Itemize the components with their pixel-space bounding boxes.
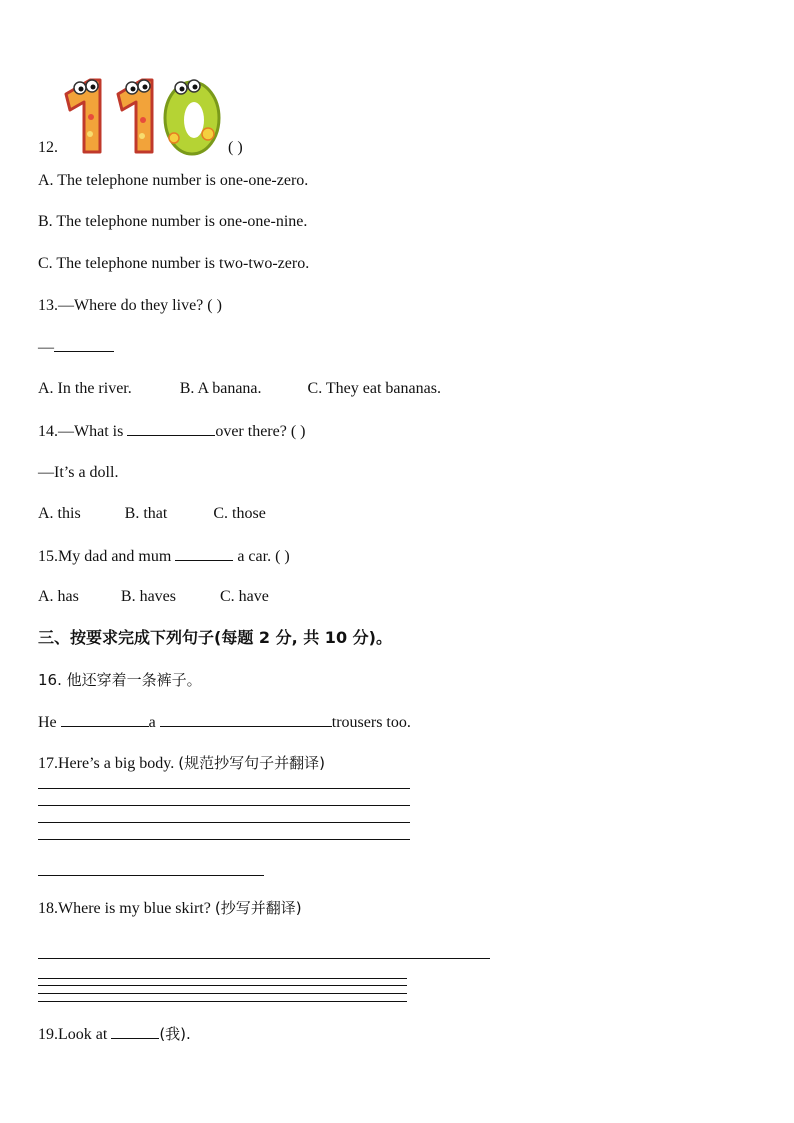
q18-writing-line[interactable] [38, 1001, 407, 1002]
q13-question [38, 296, 222, 316]
q18-translation-line[interactable] [38, 958, 490, 959]
q14-question-after: over there? [215, 423, 287, 440]
q14-question [38, 421, 306, 442]
q15-blank[interactable] [175, 546, 233, 561]
q19-blank[interactable] [111, 1024, 159, 1039]
q18-prompt-cn: (抄写并翻译) [214, 899, 302, 917]
q16-sentence [38, 712, 411, 733]
number-110-illustration [60, 72, 225, 162]
q14-blank[interactable] [127, 421, 215, 436]
q17-prompt [38, 753, 325, 774]
q16-blank-1[interactable] [61, 712, 149, 727]
q17-writing-line[interactable] [38, 822, 410, 823]
q16-word-a: a [148, 714, 156, 731]
q13-answer-dash: — [38, 339, 54, 356]
q16-word-he: He [38, 714, 57, 731]
q13-question-text: 13.—Where do they live? [38, 297, 204, 314]
q15-question [38, 546, 290, 567]
q17-translation-line[interactable] [38, 875, 264, 876]
q13-option-c[interactable]: C. They eat bananas. [307, 380, 441, 397]
q15-question-before: 15.My dad and mum [38, 548, 172, 565]
q17-writing-line[interactable] [38, 839, 410, 840]
q15-answer-paren[interactable]: ( ) [275, 548, 290, 565]
q14-question-before: 14.—What is [38, 423, 124, 440]
q14-options [38, 504, 266, 524]
q16-prompt: 16. 他还穿着一条裤子。 [38, 671, 202, 689]
q15-option-a[interactable]: A. has [38, 588, 79, 605]
digit-one-icon [118, 80, 152, 152]
q13-answer-paren[interactable]: ( ) [207, 297, 222, 314]
q18-writing-line[interactable] [38, 993, 407, 994]
q13-options [38, 379, 441, 399]
digit-zero-icon [165, 80, 219, 154]
q17-prompt-en: 17.Here’s a big body. [38, 755, 175, 772]
q13-answer-blank[interactable] [54, 337, 114, 352]
q19-sentence [38, 1024, 191, 1045]
q18-prompt-en: 18.Where is my blue skirt? [38, 900, 211, 917]
q13-option-b[interactable]: B. A banana. [179, 380, 262, 397]
q12-answer-paren[interactable]: ( ) [228, 139, 243, 156]
q13-answer-line [38, 337, 114, 358]
q14-answer: —It’s a doll. [38, 464, 119, 481]
q12-number: 12. [38, 139, 58, 156]
q18-writing-line[interactable] [38, 985, 407, 986]
q17-writing-line[interactable] [38, 788, 410, 789]
section3-title: 三、按要求完成下列句子(每题 2 分, 共 10 分)。 [38, 628, 392, 647]
q12-option-a[interactable]: A. The telephone number is one-one-zero. [38, 172, 309, 189]
q15-question-after: a car. [237, 548, 272, 565]
q15-options [38, 587, 269, 607]
q14-option-b[interactable]: B. that [124, 505, 168, 522]
q15-option-b[interactable]: B. haves [120, 588, 176, 605]
q14-option-a[interactable]: A. this [38, 505, 81, 522]
q12-option-c[interactable]: C. The telephone number is two-two-zero. [38, 255, 310, 272]
q19-before: 19.Look at [38, 1026, 108, 1043]
q15-option-c[interactable]: C. have [220, 588, 269, 605]
q16-blank-2[interactable] [160, 712, 332, 727]
q18-prompt [38, 898, 302, 919]
digit-one-icon [66, 80, 100, 152]
q19-after: (我). [159, 1025, 191, 1043]
q18-writing-line[interactable] [38, 978, 407, 979]
q12-option-b[interactable]: B. The telephone number is one-one-nine. [38, 213, 308, 230]
q17-prompt-cn: (规范抄写句子并翻译) [178, 754, 325, 772]
q16-word-trousers: trousers too. [331, 714, 411, 731]
q17-writing-line[interactable] [38, 805, 410, 806]
q13-option-a[interactable]: A. In the river. [38, 380, 132, 397]
q14-answer-paren[interactable]: ( ) [290, 423, 306, 440]
q14-option-c[interactable]: C. those [213, 505, 266, 522]
